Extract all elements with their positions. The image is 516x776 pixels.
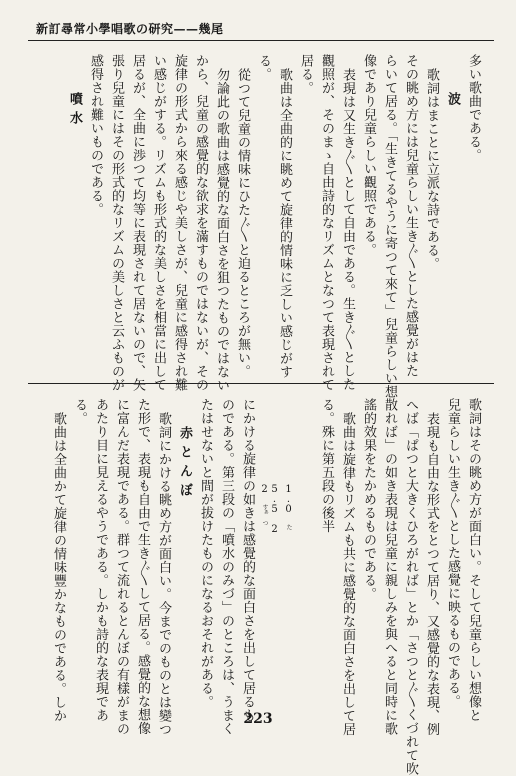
upper-line-15: 旋律の形式から來る感じや美しさが、兒童に感得され難: [172, 54, 187, 392]
upper-line-3: 歌詞はまことに立派な詩である。: [424, 68, 439, 271]
section-divider: [28, 383, 494, 384]
upper-line-5: らいて居る。「生きてるやうに寄つて來て」兒童らしい想: [382, 54, 397, 399]
lower-line-8: る。殊に第五段の後半: [319, 398, 334, 533]
lower-line-14: た形で、表現も自由で生き〴〵して居る。感覺的な想像: [135, 398, 150, 735]
upper-line-10: 歌曲は全曲的に眺めて旋律的情味に乏しい感じがす: [277, 68, 292, 379]
notation-left: 5.5 2 2: [259, 484, 280, 534]
header-rule: [28, 40, 494, 41]
upper-line-17: 居るが、全曲に渉つて均等に表現されて居ないので、矢: [130, 54, 145, 392]
lower-line-10: のである。第三段の「噴水のみづ」のところは、うまく: [219, 398, 234, 736]
notation-right: 1.0: [283, 484, 294, 514]
lower-line-15: に富んだ表現である。群つて流れるとんぼの有樣がまの: [114, 398, 129, 736]
upper-line-9: 居る。: [298, 54, 313, 95]
lower-line-6: 謠的效果をたかめるものである。: [361, 398, 376, 601]
upper-line-16: い感じがする。リズムも形式的な美しさを相當に出して: [151, 54, 166, 392]
lower-line-2: 兒童らしい生き〴〵とした感覺に映るものである。: [445, 398, 460, 708]
section-heading-akatonbo: 赤とんぼ: [177, 426, 192, 502]
lower-line-1: 歌詞はその眺め方が面白い。そして兒童らしい想像と: [466, 398, 481, 722]
lower-line-9: にかける旋律の如きは感覺的な面白さを出して居るも: [240, 398, 255, 722]
lower-line-4: へば「ぱつと大きくひろがれば」とか「さつと〴〵くづれて吹: [403, 398, 418, 776]
running-header: 新訂尋常小學唱歌の研究——幾尾: [36, 22, 224, 36]
lower-line-7: 歌曲は旋律もリズムも共に感覺的な面白さを出して居: [340, 412, 355, 736]
section-heading-nami: 波: [445, 92, 460, 111]
lower-line-3: 表現も自由な形式をとつて居り、又感覺的な表現、例: [424, 412, 439, 736]
upper-line-12: 從つて兒童の情味にひた〴〵と迫るところが無い。: [235, 68, 250, 378]
lower-line-5: 散れば」の如き表現は兒童に親しみを與へると同時に歌: [382, 398, 397, 736]
upper-line-4: その眺め方には兒童らしい生き〴〵とした感覺がはた: [403, 54, 418, 378]
upper-line-7: 表現は又生き〴〵として自由である。生き〴〵とした: [340, 68, 355, 391]
music-notation: [259, 484, 294, 552]
upper-line-8: 觀照が、そのまゝ自由詩的なリズムとなつて表現されて: [319, 54, 334, 392]
upper-line-6: 像であり兒童らしい觀照である。: [361, 54, 376, 257]
notation-left-lyrics: すぁ つ: [261, 504, 268, 525]
lower-line-11: たはせないと間が拔けたものになるおそれがある。: [198, 398, 213, 709]
section-heading-funsui: 噴水: [67, 92, 82, 130]
notation-numbers-right: [283, 484, 293, 529]
upper-line-18: 張り兒童にはその形式的なリズムの美しさと云ふものが: [109, 54, 124, 392]
notation-numbers: [259, 484, 279, 552]
upper-line-13: 勿論此の歌曲は感覺的な面白さを狙つたものではない: [214, 68, 229, 392]
lower-line-17: る。: [72, 398, 87, 425]
lower-line-16: あたり目に見えるやうである。しかも詩的な表現であ: [93, 398, 108, 722]
page-number: 223: [243, 711, 273, 727]
notation-right-lyrics: た: [285, 524, 292, 529]
lower-line-13: 歌詞にかける眺め方が面白い。今までのものとは變つ: [156, 412, 171, 736]
lower-line-18: 歌曲は全曲かて旋律の情味豐かなものである。しか: [51, 412, 66, 723]
upper-line-14: から、兒童の感覺的な欲求を滿すものではないが、その: [193, 54, 208, 392]
upper-line-11: る。: [256, 54, 271, 81]
upper-line-1: 多い歌曲である。: [466, 54, 481, 162]
upper-line-19: 感得され難いものである。: [88, 54, 103, 216]
